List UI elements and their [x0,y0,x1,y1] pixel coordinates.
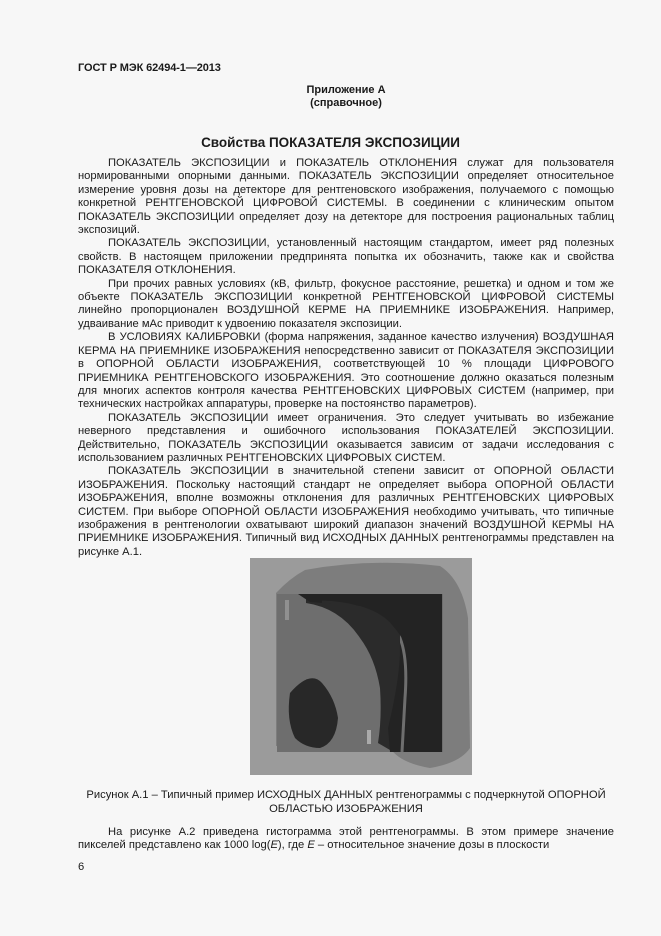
paragraph: ПОКАЗАТЕЛЬ ЭКСПОЗИЦИИ в значительной степени зависит от ОПОРНОЙ ОБЛАСТИ ИЗОБРАЖЕНИЯ. Поскольку настоящий стандарт не определяет выбора ОПОРНОЙ ОБЛАСТИ ИЗОБРАЖЕНИЯ, вполне возможны отклонения для различных РЕНТГЕНОВСКИХ ЦИФРОВЫХ СИСТЕМ. При выборе ОПОРНОЙ ОБЛАСТИ ИЗОБРАЖЕНИЯ необходимо учитывать, что типичные изображения в рентгенологии охватывают широкий диапазон значений ВОЗДУШНОЙ КЕРМЫ НА ПРИЕМНИКЕ ИЗОБРАЖЕНИЯ. Типичный вид ИСХОДНЫХ ДАННЫХ рентгенограммы представлен на рисунке А.1. [78,465,614,558]
section-title: Свойства ПОКАЗАТЕЛЯ ЭКСПОЗИЦИИ [201,135,460,150]
figure-caption: Рисунок А.1 – Типичный пример ИСХОДНЫХ ДАННЫХ рентгенограммы с подчеркнутой ОПОРНОЙ ОБЛАСТЬЮ ИЗОБРАЖЕНИЯ [86,789,606,815]
paragraph: При прочих равных условиях (кВ, фильтр, фокусное расстояние, решетка) и одном и том же объекте ПОКАЗАТЕЛЬ ЭКСПОЗИЦИИ конкретной РЕНТГЕНОВСКОЙ ЦИФРОВОЙ СИСТЕМЫ линейно пропорционален ВОЗДУШНОЙ КЕРМЕ НА ПРИЕМНИКЕ ИЗОБРАЖЕНИЯ. Например, удваивание мАс приводит к удвоению показателя экспозиции. [78,277,614,330]
radiograph-image [250,558,472,775]
paragraph-end: – относительное значение дозы в плоскости [314,839,550,852]
paragraph: ПОКАЗАТЕЛЬ ЭКСПОЗИЦИИ и ПОКАЗАТЕЛЬ ОТКЛОНЕНИЯ служат для пользователя нормированными опорными данными. ПОКАЗАТЕЛЬ ЭКСПОЗИЦИИ определяет относительное измерение уровня дозы на детекторе для рентгеновского изображения, получаемого с помощью конкретной РЕНТГЕНОВСКОЙ ЦИФРОВОЙ СИСТЕМЫ. В соединении с клиническим опытом ПОКАЗАТЕЛЬ ЭКСПОЗИЦИИ определяет дозу на детекторе для построения рациональных таблиц экспозиций. [78,157,614,237]
radiograph-figure [250,558,472,775]
appendix-title: Приложение А [306,84,386,96]
page-number: 6 [78,861,85,873]
body-text-block [78,157,614,559]
variable-e: E [270,839,278,852]
variable-e: E [307,839,315,852]
paragraph [78,826,614,853]
paragraph: В УСЛОВИЯХ КАЛИБРОВКИ (форма напряжения, заданное качество излучения) ВОЗДУШНАЯ КЕРМА НА ПРИЕМНИКЕ ИЗОБРАЖЕНИЯ непосредственно зависит от ПОКАЗАТЕЛЯ ЭКСПОЗИЦИИ в ОПОРНОЙ ОБЛАСТИ ИЗОБРАЖЕНИЯ, соответствующей 10 % площади ЦИФРОВОГО ПРИЕМНИКА РЕНТГЕНОВСКОГО ИЗОБРАЖЕНИЯ. Это соотношение должно оказаться полезным для многих аспектов контроля качества РЕНТГЕНОВСКИХ ЦИФРОВЫХ СИСТЕМ (например, при технических настройках аппаратуры, проверке на постоянство параметров). [78,331,614,411]
paragraph-start: На рисунке А.2 приведена гистограмма этой рентгенограммы. В этом примере значение пикселей представлено как 1000 [78,826,614,852]
paragraph-mid: ), где [277,839,308,852]
paragraph: ПОКАЗАТЕЛЬ ЭКСПОЗИЦИИ, установленный настоящим стандартом, имеет ряд полезных свойств. В настоящем приложении предпринята попытка их обозначить, также как и свойства ПОКАЗАТЕЛЯ ОТКЛОНЕНИЯ. [78,237,614,277]
paragraph: ПОКАЗАТЕЛЬ ЭКСПОЗИЦИИ имеет ограничения. Это следует учитывать во избежание неверного представления и ошибочного использования ПОКАЗАТЕЛЕЙ ЭКСПОЗИЦИИ. Действительно, ПОКАЗАТЕЛЬ ЭКСПОЗИЦИИ оказывается зависим от задачи исследования с использованием различных РЕНТГЕНОВСКИХ ЦИФРОВЫХ СИСТЕМ. [78,411,614,464]
appendix-note: (справочное) [310,97,382,109]
body-text-block-after-figure [78,826,614,853]
appendix-heading [0,84,661,110]
standard-code: ГОСТ Р МЭК 62494-1—2013 [78,62,221,74]
log-text: log( [251,839,271,852]
